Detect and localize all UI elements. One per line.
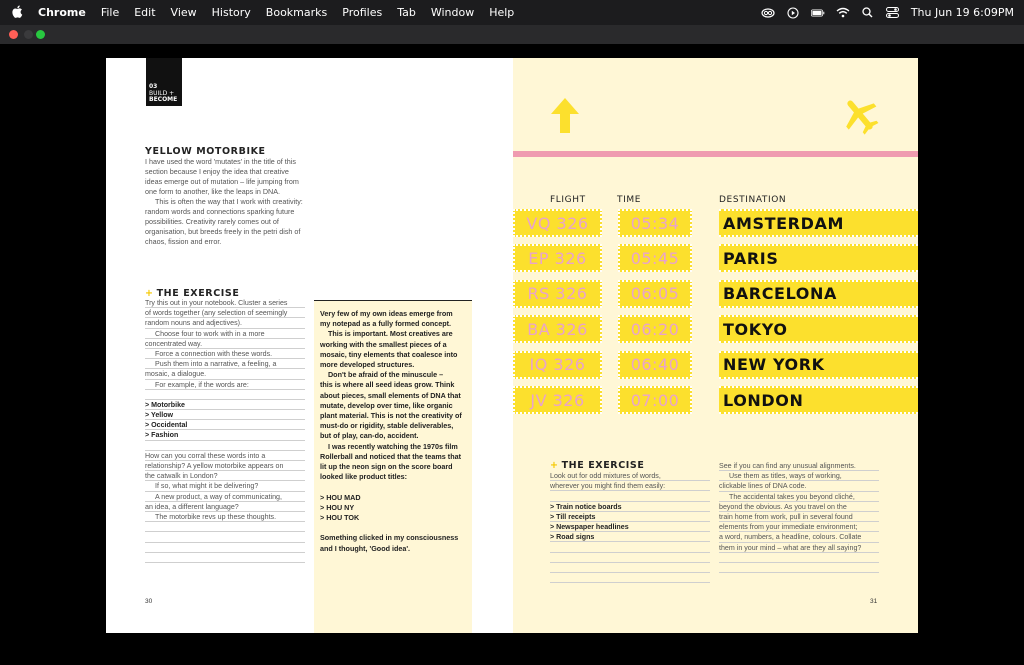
- ruled-line: wherever you might find them easily:: [550, 481, 710, 491]
- ruled-line: [719, 563, 879, 573]
- ruled-line: Use them as titles, ways of working,: [719, 471, 879, 481]
- menu-help[interactable]: Help: [489, 6, 515, 19]
- sidebar-line: working with the smallest pieces of a: [320, 339, 447, 349]
- ruled-line: random nouns and adjectives).: [145, 318, 305, 328]
- time-cell: 05:34: [618, 209, 692, 237]
- ruled-line: [550, 491, 710, 501]
- ruled-line: [550, 553, 710, 563]
- exercise-ruled-text-right-col: [719, 461, 879, 573]
- apple-icon[interactable]: [10, 5, 24, 21]
- ruled-line: beyond the obvious. As you travel on the: [719, 502, 879, 512]
- airplane-icon: [840, 95, 880, 139]
- menubar-clock[interactable]: Thu Jun 19 6:09PM: [910, 6, 1014, 19]
- sidebar-quote-box: [314, 300, 472, 633]
- time-cell: 05:45: [618, 244, 692, 272]
- ruled-line: [145, 543, 305, 553]
- ruled-line: > Till receipts: [550, 512, 710, 522]
- sidebar-line: > HOU NY: [320, 502, 355, 512]
- menu-app-name[interactable]: Chrome: [38, 6, 86, 19]
- ruled-line: them in your mind – what are they all saying?: [719, 543, 879, 553]
- sidebar-line: plant material. This is not the creativity of: [320, 411, 462, 421]
- flight-cell: JV 326: [513, 386, 602, 414]
- creative-cloud-icon[interactable]: [761, 7, 775, 19]
- menu-bookmarks[interactable]: Bookmarks: [265, 6, 328, 19]
- window-titlebar: [0, 25, 1024, 44]
- sidebar-line: > HOU TOK: [320, 513, 360, 523]
- sidebar-line: [320, 482, 467, 492]
- flight-cell: BA 326: [513, 315, 602, 343]
- flight-cell: EP 326: [513, 244, 602, 272]
- ruled-line: See if you can find any unusual alignments.: [719, 461, 879, 471]
- destination-cell: PARIS: [719, 244, 918, 272]
- ruled-line: For example, if the words are:: [145, 380, 305, 390]
- page-number-left: 30: [145, 598, 153, 605]
- ruled-line: If so, what might it be delivering?: [145, 481, 305, 491]
- ruled-line: train home from work, pull in several found: [719, 512, 879, 522]
- chapter-line-1: BUILD +: [149, 89, 175, 97]
- menu-edit[interactable]: Edit: [134, 6, 156, 19]
- flight-column-header: FLIGHT: [550, 195, 586, 205]
- menu-window[interactable]: Window: [430, 6, 475, 19]
- ruled-line: mosaic, a dialogue.: [145, 369, 305, 379]
- ruled-line: The accidental takes you beyond cliché,: [719, 492, 879, 502]
- destination-cell: TOKYO: [719, 315, 918, 343]
- ruled-line: > Newspaper headlines: [550, 522, 710, 532]
- ruled-line: of words together (any selection of seemingly: [145, 308, 305, 318]
- menu-history[interactable]: History: [211, 6, 251, 19]
- minimize-window-button[interactable]: [24, 30, 33, 39]
- time-cell: 07:00: [618, 386, 692, 414]
- sidebar-line: and I thought, 'Good idea'.: [320, 543, 411, 553]
- sidebar-line: Very few of my own ideas emerge from: [320, 309, 453, 318]
- book-page-right: [513, 58, 918, 633]
- sidebar-line: this is where all seed ideas grow. Think: [320, 380, 455, 390]
- time-cell: 06:05: [618, 280, 692, 308]
- ruled-line: Push them into a narrative, a feeling, a: [145, 359, 305, 369]
- destination-cell: AMSTERDAM: [719, 209, 918, 237]
- section-title: YELLOW MOTORBIKE: [145, 146, 266, 157]
- flight-cell: IQ 326: [513, 351, 602, 379]
- menu-bar: [0, 0, 1024, 25]
- ruled-line: > Train notice boards: [550, 502, 710, 512]
- flight-cell: RS 326: [513, 280, 602, 308]
- ruled-line: elements from your immediate environment;: [719, 522, 879, 532]
- sidebar-line: mosaic, tiny elements that coalesce into: [320, 349, 458, 359]
- ruled-line: Choose four to work with in a more: [145, 329, 305, 339]
- exercise-ruled-text: [145, 298, 305, 563]
- menu-tab[interactable]: Tab: [397, 6, 416, 19]
- time-column-header: TIME: [617, 195, 642, 205]
- sidebar-line: mutate, develop over time, like organic: [320, 400, 453, 410]
- ruled-line: clickable lines of DNA code.: [719, 481, 879, 491]
- chapter-number: 03: [149, 83, 158, 90]
- intro-paragraph: I have used the word 'mutates' in the title of this section because I enjoy the idea that creative ideas emerge out of mutation – life jumping from one form to another, like the leaps in DNA.: [145, 157, 299, 196]
- chapter-line-2: BECOME: [149, 96, 178, 103]
- menu-profiles[interactable]: Profiles: [342, 6, 383, 19]
- ruled-line: [145, 532, 305, 542]
- plus-star-icon: +: [145, 288, 154, 299]
- ruled-line: relationship? A yellow motorbike appears on: [145, 461, 305, 471]
- ruled-line: Force a connection with these words.: [145, 349, 305, 359]
- sidebar-line: > HOU MAD: [320, 492, 361, 502]
- menu-view[interactable]: View: [170, 6, 197, 19]
- close-window-button[interactable]: [9, 30, 18, 39]
- ruled-line: a word, numbers, a headline, colours. Collate: [719, 532, 879, 542]
- exercise-title-right-text: THE EXERCISE: [561, 460, 645, 471]
- control-center-icon[interactable]: [886, 7, 900, 19]
- intro-text: [145, 157, 303, 247]
- book-page-left: [106, 58, 513, 633]
- wifi-icon[interactable]: [836, 7, 850, 19]
- destination-column-header: DESTINATION: [719, 195, 787, 205]
- sidebar-line: Don't be afraid of the minuscule –: [320, 370, 444, 380]
- ruled-line: [145, 441, 305, 451]
- exercise-ruled-text-left-col: [550, 471, 710, 583]
- battery-icon[interactable]: [811, 7, 825, 19]
- sidebar-line: must-do or rigidity, stable deliverables,: [320, 421, 454, 431]
- ruled-line: > Road signs: [550, 532, 710, 542]
- sidebar-line: lit up the neon sign on the score board: [320, 462, 453, 472]
- zoom-window-button[interactable]: [36, 30, 45, 39]
- sidebar-line: Something clicked in my consciousness: [320, 533, 459, 543]
- sidebar-line: looked like product titles:: [320, 472, 408, 482]
- flight-cell: VQ 326: [513, 209, 602, 237]
- ruled-line: [719, 553, 879, 563]
- pink-divider-bar: [513, 151, 918, 157]
- up-arrow-icon: [550, 98, 580, 138]
- time-cell: 06:20: [618, 315, 692, 343]
- destination-cell: LONDON: [719, 386, 918, 414]
- ruled-line: concentrated way.: [145, 339, 305, 349]
- ruled-line: > Occidental: [145, 420, 305, 430]
- status-area: [761, 6, 1014, 19]
- sidebar-line: about pieces, small elements of DNA that: [320, 390, 461, 400]
- sidebar-line: [320, 523, 467, 533]
- destination-cell: BARCELONA: [719, 280, 918, 308]
- sidebar-line: more developed structures.: [320, 360, 415, 370]
- ruled-line: Look out for odd mixtures of words,: [550, 471, 710, 481]
- page-number-right: 31: [870, 598, 878, 605]
- ruled-line: [145, 390, 305, 400]
- ruled-line: A new product, a way of communicating,: [145, 492, 305, 502]
- ruled-line: the catwalk in London?: [145, 471, 305, 481]
- sidebar-line: This is important. Most creatives are: [320, 329, 453, 339]
- time-cell: 06:40: [618, 351, 692, 379]
- chapter-tab: [146, 58, 182, 106]
- ruled-line: [145, 553, 305, 563]
- ruled-line: How can you corral these words into a: [145, 451, 305, 461]
- exercise-title-right: [550, 460, 644, 471]
- sidebar-line: but of play, can-do, accident.: [320, 431, 419, 441]
- ruled-line: The motorbike revs up these thoughts.: [145, 512, 305, 522]
- menu-file[interactable]: File: [100, 6, 120, 19]
- ruled-line: an idea, a different language?: [145, 502, 305, 512]
- ruled-line: [550, 563, 710, 573]
- ruled-line: [550, 542, 710, 552]
- sidebar-line: Rollerball and noticed that the teams that: [320, 451, 461, 461]
- search-icon[interactable]: [861, 7, 875, 19]
- intro-paragraph: This is often the way that I work with creativity: random words and connections sparking future possibilities. Creativity rarely comes out of organisation, but breeds freely in the petri dish of chaos, fission and error.: [145, 197, 303, 246]
- play-circle-icon[interactable]: [786, 7, 800, 19]
- ruled-line: > Yellow: [145, 410, 305, 420]
- destination-cell: NEW YORK: [719, 351, 918, 379]
- ruled-line: [145, 522, 305, 532]
- ruled-line: [550, 573, 710, 583]
- exercise-title-text: THE EXERCISE: [156, 288, 240, 299]
- ruled-line: > Fashion: [145, 430, 305, 440]
- ruled-line: > Motorbike: [145, 400, 305, 410]
- sidebar-line: I was recently watching the 1970s film: [320, 441, 458, 451]
- plus-star-icon: +: [550, 460, 559, 471]
- sidebar-line: my notepad as a fully formed concept.: [320, 319, 451, 329]
- ruled-line: Try this out in your notebook. Cluster a series: [145, 298, 305, 308]
